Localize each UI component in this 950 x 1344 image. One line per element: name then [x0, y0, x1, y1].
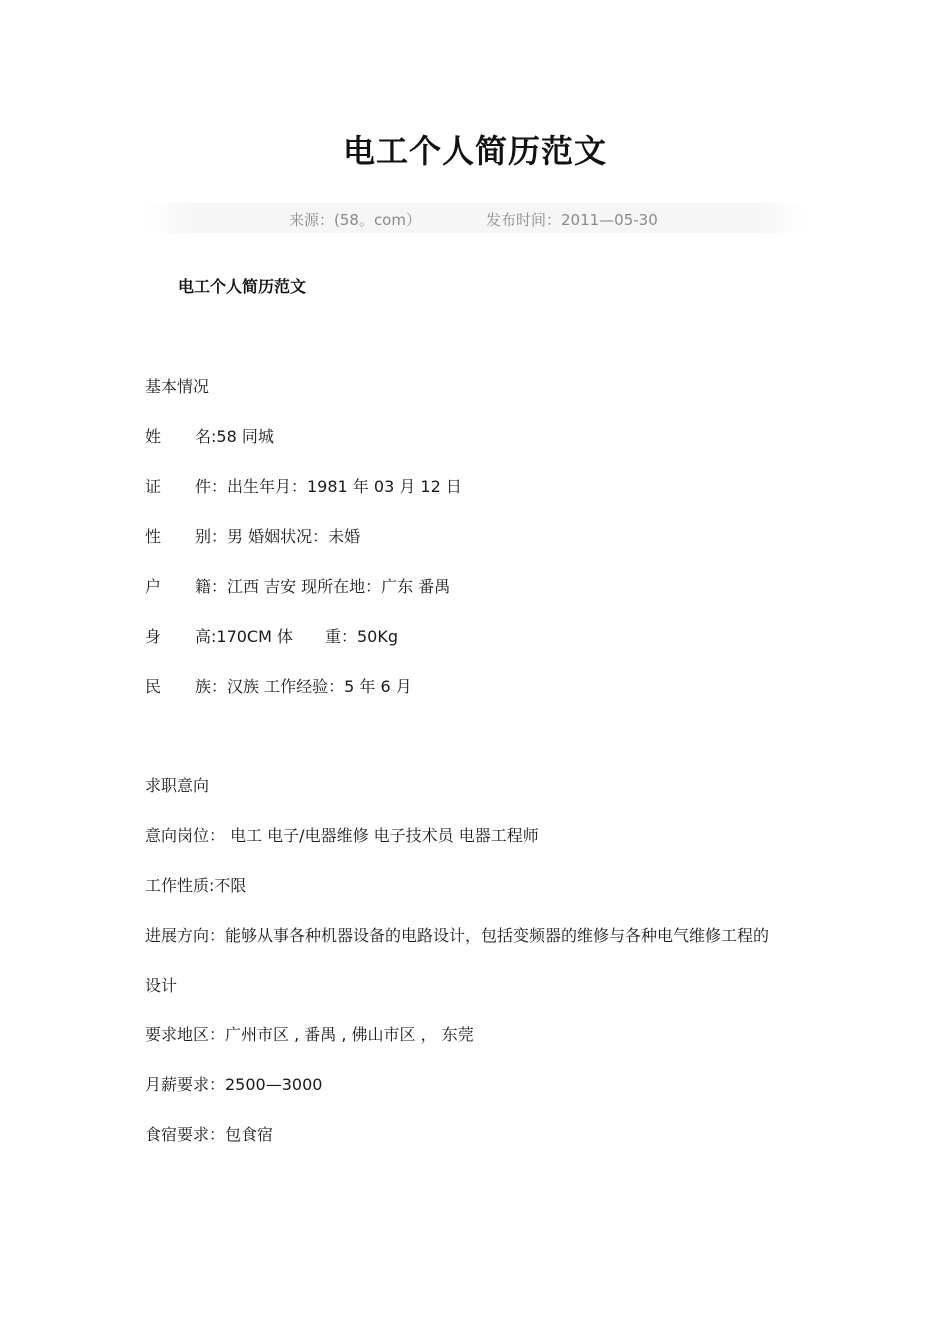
- info-row-height: [145, 624, 398, 647]
- intent-direction: 进展方向：能够从事各种机器设备的电路设计，包括变频器的维修与各种电气维修工程的: [145, 926, 770, 945]
- info-label: 身: [145, 627, 162, 646]
- intent-work-type: 工作性质:不限: [145, 876, 247, 895]
- intent-salary: 月薪要求：2500—3000: [145, 1075, 323, 1094]
- info-value: 籍：江西 吉安 现所在地：广东 番禺: [195, 577, 451, 596]
- meta-bar: [143, 203, 808, 233]
- info-row-name: [145, 424, 274, 447]
- info-value: 高:170CM 体 重：50Kg: [195, 627, 399, 646]
- info-row-ethnicity: [145, 674, 412, 697]
- info-value: 族：汉族 工作经验：5 年 6 月: [195, 677, 412, 696]
- info-label: 户: [145, 577, 162, 596]
- document-subtitle: 电工个人简历范文: [178, 277, 307, 296]
- info-label: 民: [145, 677, 162, 696]
- publish-date: 发布时间：2011—05-30: [486, 211, 658, 229]
- intent-region: 要求地区：广州市区 , 番禺 , 佛山市区 ， 东莞: [145, 1025, 474, 1044]
- section-heading-basic: 基本情况: [145, 377, 210, 396]
- info-value: 别：男 婚姻状况：未婚: [195, 527, 361, 546]
- intent-lodging: 食宿要求：包食宿: [145, 1125, 274, 1144]
- info-label: 性: [145, 527, 162, 546]
- info-label: 姓: [145, 427, 162, 446]
- info-row-hukou: [145, 574, 450, 597]
- info-row-gender: [145, 524, 360, 547]
- intent-position: 意向岗位： 电工 电子/电器维修 电子技术员 电器工程师: [145, 826, 539, 845]
- info-value: 件：出生年月：1981 年 03 月 12 日: [195, 477, 462, 496]
- info-value: 名:58 同城: [195, 427, 274, 446]
- intent-direction-cont: 设计: [145, 976, 178, 995]
- info-label: 证: [145, 477, 162, 496]
- document-title: 电工个人简历范文: [342, 132, 607, 170]
- source-text: 来源：(58。com）: [289, 211, 421, 229]
- info-row-id: [145, 474, 462, 497]
- section-heading-intent: 求职意向: [145, 776, 210, 795]
